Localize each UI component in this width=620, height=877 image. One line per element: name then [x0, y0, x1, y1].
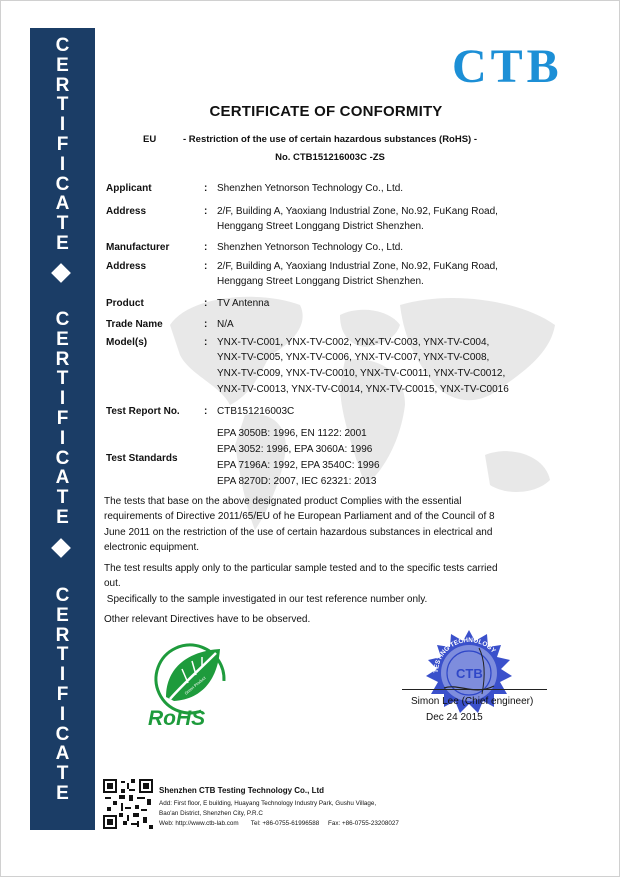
stamp-arc-text: TESTING TECHNOLOGY	[432, 636, 497, 674]
models-line-1: YNX-TV-C001, YNX-TV-C002, YNX-TV-C003, YNX-TV-C004,	[217, 337, 490, 348]
sidebar-letter: I	[59, 153, 66, 175]
colon: :	[204, 298, 208, 309]
test-standards-line-2: EPA 3052: 1996, EPA 3060A: 1996	[217, 444, 373, 455]
text-line: out.	[104, 578, 121, 590]
models-label: Model(s)	[106, 337, 148, 348]
text-line: June 2011 on the restriction of the use of certain hazardous substances in electrical and	[104, 526, 493, 538]
text-line: The test results apply only to the particular sample tested and to the specific tests carried	[104, 563, 498, 574]
sidebar-letter: T	[56, 644, 69, 666]
sidebar-letter: C	[55, 173, 70, 195]
signature-line	[402, 689, 547, 690]
sidebar-letter: E	[56, 232, 69, 254]
sidebar-letter: I	[59, 388, 66, 410]
sidebar-letter: R	[55, 624, 70, 646]
models-line-3: YNX-TV-C009, YNX-TV-C0010, YNX-TV-C0011, YNX-TV-C0012,	[217, 368, 506, 379]
logo-text: CTB	[452, 40, 563, 93]
applicant-label: Applicant	[106, 183, 152, 194]
sidebar-word-3	[30, 586, 95, 804]
sidebar-letter: R	[55, 348, 70, 370]
text-line: electronic equipment.	[104, 541, 200, 553]
applicant-address-line-2: Henggang Street Longgang District Shenzhen.	[217, 221, 424, 232]
sidebar-letter: I	[59, 114, 66, 136]
sidebar-letter: E	[56, 506, 69, 528]
signature-date: Dec 24 2015	[426, 712, 483, 723]
product-label: Product	[106, 298, 144, 309]
models-line-2: YNX-TV-C005, YNX-TV-C006, YNX-TV-C007, YNX-TV-C008,	[217, 352, 490, 363]
sidebar-letter: I	[59, 703, 66, 725]
test-report-label: Test Report No.	[106, 406, 180, 417]
region-label: EU	[143, 134, 157, 145]
footer-company: Shenzhen CTB Testing Technology Co., Ltd	[159, 786, 325, 795]
sidebar-letter: T	[56, 368, 69, 390]
signer-name: Simon Lee (Chief engineer)	[411, 696, 534, 707]
compliance-paragraph	[104, 494, 559, 555]
colon: :	[204, 406, 208, 417]
sidebar-letter: C	[55, 309, 70, 330]
text-line: requirements of Directive 2011/65/EU of he European Parliament and of the Council of 8	[104, 511, 495, 523]
text-line: Specifically to the sample investigated in our test reference number only.	[104, 593, 428, 605]
scope-paragraph	[104, 561, 559, 607]
sidebar-letter: T	[56, 763, 69, 785]
sidebar-letter: I	[59, 664, 66, 686]
stamp-center-text: CTB	[456, 666, 483, 681]
certificate-title: CERTIFICATE OF CONFORMITY	[209, 103, 443, 120]
sidebar-letter: C	[55, 35, 70, 56]
models-line-4: YNX-TV-C0013, YNX-TV-C0014, YNX-TV-C0015, YNX-TV-C0016	[217, 384, 509, 395]
colon: :	[204, 183, 208, 194]
manufacturer-address-label: Address	[106, 261, 147, 272]
sidebar-letter: C	[55, 447, 70, 469]
colon: :	[204, 242, 208, 253]
applicant-address-label: Address	[106, 206, 147, 217]
product-value: TV Antenna	[217, 298, 270, 309]
test-standards-line-1: EPA 3050B: 1996, EN 1122: 2001	[217, 428, 367, 439]
diamond-icon	[51, 263, 71, 283]
certificate-number: No. CTB151216003C -ZS	[275, 152, 385, 163]
applicant-value: Shenzhen Yetnorson Technology Co., Ltd.	[217, 183, 404, 194]
test-report-value: CTB151216003C	[217, 406, 295, 417]
colon: :	[204, 206, 208, 217]
manufacturer-label: Manufacturer	[106, 242, 170, 253]
trade-name-label: Trade Name	[106, 319, 163, 330]
sidebar-letter: C	[55, 585, 70, 606]
sidebar-letter: F	[56, 683, 69, 705]
certificate-sidebar	[30, 28, 95, 830]
diamond-icon	[51, 538, 71, 558]
rohs-label: RoHS	[148, 707, 206, 729]
colon: :	[204, 319, 208, 330]
sidebar-letter: A	[55, 193, 70, 215]
footer-address-1: Add: First floor, E building, Huayang Technology Industry Park, Gushu Village,	[159, 800, 377, 807]
sidebar-letter: C	[55, 723, 70, 745]
sidebar-letter: F	[56, 407, 69, 429]
other-directives-paragraph: Other relevant Directives have to be observed.	[104, 614, 311, 625]
directive-line: - Restriction of the use of certain hazardous substances (RoHS) -	[183, 134, 478, 145]
sidebar-letter: F	[56, 133, 69, 155]
sidebar-letter: T	[56, 94, 69, 116]
sidebar-letter: A	[55, 743, 70, 765]
sidebar-letter: E	[56, 782, 69, 804]
sidebar-letter: T	[56, 213, 69, 235]
sidebar-letter: R	[55, 74, 70, 96]
test-standards-line-4: EPA 8270D: 2007, IEC 62321: 2013	[217, 476, 377, 487]
sidebar-letter: E	[56, 328, 69, 350]
test-standards-line-3: EPA 7196A: 1992, EPA 3540C: 1996	[217, 460, 380, 471]
colon: :	[204, 337, 208, 348]
footer-contact: Web: http://www.ctb-lab.com Tel: +86-0755-61996588 Fax: +86-0755-23208027	[159, 820, 399, 827]
manufacturer-address-line-1: 2/F, Building A, Yaoxiang Industrial Zone, No.92, FuKang Road,	[217, 261, 498, 272]
applicant-address-line-1: 2/F, Building A, Yaoxiang Industrial Zone, No.92, FuKang Road,	[217, 206, 498, 217]
manufacturer-address-line-2: Henggang Street Longgang District Shenzhen.	[217, 276, 424, 287]
manufacturer-value: Shenzhen Yetnorson Technology Co., Ltd.	[217, 242, 404, 253]
sidebar-letter: T	[56, 487, 69, 509]
rohs-seal-text: Green Product	[183, 675, 207, 696]
rohs-leaf-icon	[144, 637, 240, 729]
text-line: The tests that base on the above designated product Complies with the essential	[104, 496, 462, 507]
ctb-logo	[452, 36, 612, 96]
colon: :	[204, 261, 208, 272]
footer-address-2: Bao'an District, Shenzhen City, P.R.C	[159, 810, 263, 817]
sidebar-word-2	[30, 310, 95, 528]
sidebar-letter: A	[55, 467, 70, 489]
sidebar-letter: E	[56, 54, 69, 76]
trade-name-value: N/A	[217, 319, 234, 330]
sidebar-letter: E	[56, 604, 69, 626]
qr-code-icon	[103, 779, 153, 829]
sidebar-word-1	[30, 36, 95, 254]
sidebar-letter: I	[59, 427, 66, 449]
test-standards-label: Test Standards	[106, 453, 178, 464]
